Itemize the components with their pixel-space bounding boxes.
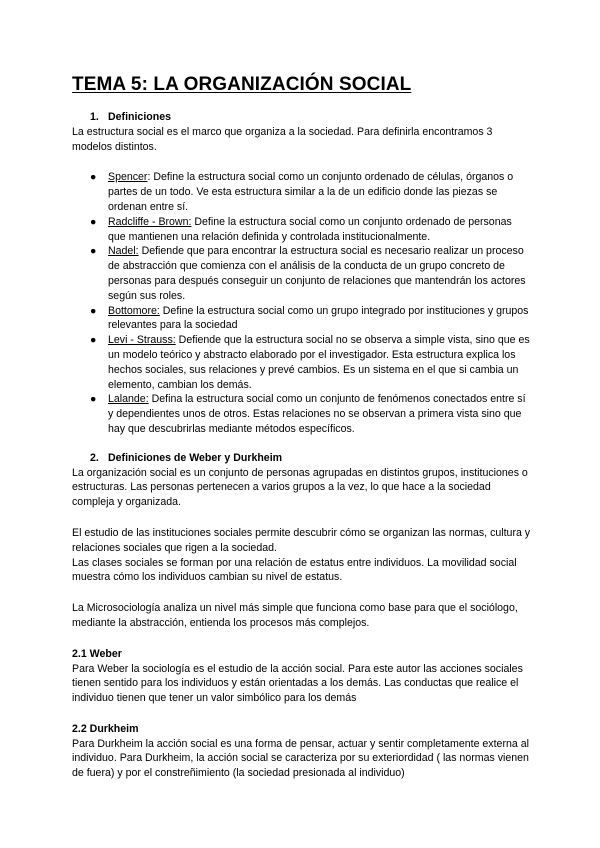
section-1-intro: La estructura social es el marco que organiza a la sociedad. Para definirla encontramos 3 modelos distintos. (72, 125, 493, 153)
paragraph: La Microsociología analiza un nivel más simple que funciona como base para que el sociólogo, mediante la abstracción, entienda los procesos más complejos. (72, 602, 518, 629)
bullet-icon: ● (90, 171, 97, 184)
author-name: Nadel: (108, 245, 139, 258)
paragraph: Las clases sociales se forman por una relación de estatus entre individuos. La movilidad social muestra cómo los individuos cambian su nivel de estatus. (72, 556, 517, 584)
author-definition: Define la estructura social como un conjunto ordenado de personas que mantienen una relación definida y controlada institucionalmente. (108, 215, 512, 243)
list-item (90, 215, 532, 245)
list-item (90, 304, 532, 334)
subsection-weber-heading: 2.1 Weber (72, 647, 122, 660)
section-1-title: Definiciones (108, 111, 171, 123)
document-body (72, 110, 532, 781)
section-1-number: 1. (90, 111, 99, 123)
subsection-durkheim-text: Para Durkheim la acción social es una forma de pensar, actuar y sentir completamente externa al individuo. Para Durkheim, la acción social se caracteriza por su exteriordidad ( las normas vienen de fuera) y por el constreñimiento (la sociedad presionada al individuo) (72, 737, 529, 780)
author-definition: Defiende que para encontrar la estructura social es necesario realizar un proceso de abstracción que comienza con el análisis de la conducta de un grupo concreto de personas para después conseguir un conjunto de relaciones que mantendrán los actores según sus roles. (108, 245, 526, 302)
bullet-icon: ● (90, 334, 97, 347)
author-definition: Defina la estructura social como un conjunto de fenómenos conectados entre sí y dependientes unos de otros. Estas relaciones no se observan a primera vista sino que hay que descubrirlas mediante métodos específicos. (108, 393, 526, 435)
subsection-durkheim-heading: 2.2 Durkheim (72, 722, 139, 735)
author-definition: Define la estructura social como un grupo integrado por instituciones y grupos relevantes para la sociedad (108, 304, 529, 332)
list-item (90, 392, 532, 436)
author-name: Spencer (108, 171, 148, 184)
section-2-heading (90, 451, 532, 466)
bullet-icon: ● (90, 393, 97, 406)
paragraph: El estudio de las instituciones sociales permite descubrir cómo se organizan las normas, cultura y relaciones sociales que rigen a la sociedad. (72, 526, 531, 554)
bullet-icon: ● (90, 245, 97, 258)
author-name: Levi - Strauss: (108, 334, 176, 347)
list-item (90, 170, 532, 214)
author-separator: : (147, 171, 151, 184)
paragraph: La organización social es un conjunto de personas agrupadas en distintos grupos, instituciones o estructuras. Las personas pertenecen a varios grupos a la vez, lo que hace a la sociedad compleja y organizada. (72, 466, 528, 509)
bullet-icon: ● (90, 215, 97, 228)
subsection-weber-text: Para Weber la sociología es el estudio de la acción social. Para este autor las acciones sociales tienen sentido para los individuos y están orientadas a los demás. Las conductas que realice el individuo tienen que tener un valor simbólico para los demás (72, 662, 523, 705)
document-title: TEMA 5: LA ORGANIZACIÓN SOCIAL (72, 74, 412, 95)
structure-models-list (72, 170, 532, 436)
section-2-number: 2. (90, 451, 99, 464)
author-name: Radcliffe - Brown: (108, 215, 192, 228)
section-1-heading (90, 110, 532, 125)
author-definition: Defiende que la estructura social no se observa a simple vista, sino que es un modelo teórico y abstracto elaborado por el investigador. Esta estructura explica los hechos sociales, sus relaciones y prevé cambios. Es un sistema en el que si cambia un elemento, cambian los demás. (108, 334, 530, 391)
author-name: Lalande: (108, 393, 149, 406)
author-definition: Define la estructura social como un conjunto ordenado de células, órganos o partes de un todo. Ve esta estructura similar a la de un edificio donde las piezas se ordenan entre sí. (108, 171, 514, 213)
section-2-title: Definiciones de Weber y Durkheim (108, 451, 283, 464)
list-item (90, 244, 532, 303)
bullet-icon: ● (90, 304, 97, 317)
list-item (90, 333, 532, 392)
author-name: Bottomore: (108, 304, 160, 317)
